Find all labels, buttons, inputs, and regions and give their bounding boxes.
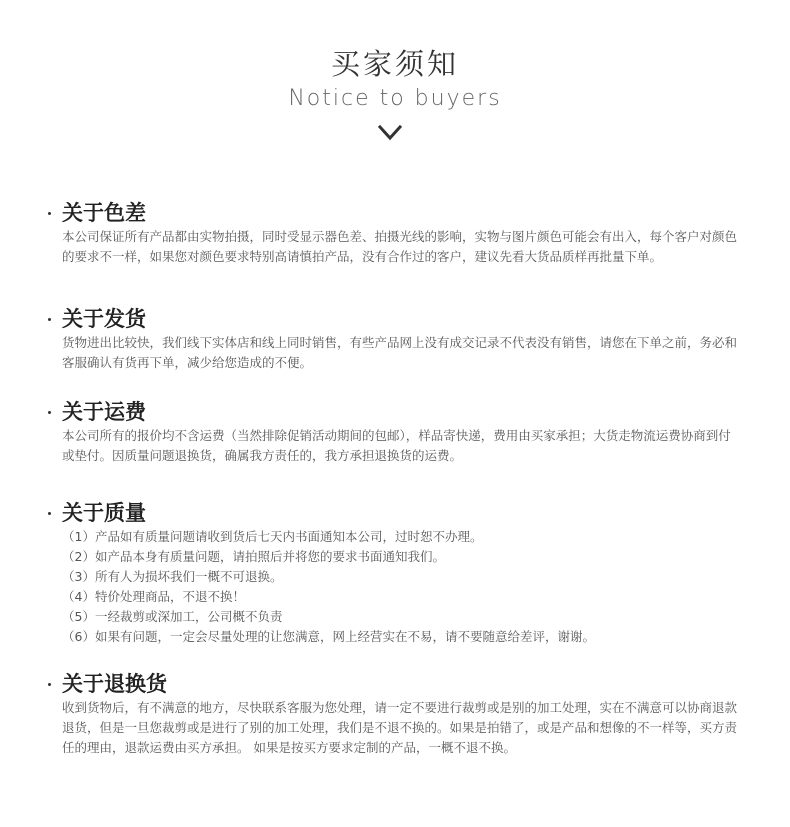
bullet-dot-icon (48, 212, 51, 215)
section-heading (48, 670, 748, 698)
section-text: 本公司所有的报价均不含运费（当然排除促销活动期间的包邮），样品寄快递，费用由买家承担；大货走物流运费协商到付或垫付。因质量问题退换货，确属我方责任的，我方承担退换货的运费。 (62, 428, 731, 463)
list-item: （1）产品如有质量问题请收到货后七天内书面通知本公司，过时恕不办理。 (62, 529, 483, 544)
section-heading (48, 398, 748, 426)
quality-list (62, 527, 748, 647)
section-shipping (48, 305, 748, 373)
section-title: 关于退换货 (62, 672, 167, 696)
bullet-dot-icon (48, 318, 51, 321)
page-title: 买家须知 (330, 47, 459, 81)
section-heading (48, 199, 748, 227)
list-item: （4）特价处理商品，不退不换！ (62, 589, 245, 604)
section-freight (48, 398, 748, 466)
section-quality (48, 499, 748, 647)
section-text: 本公司保证所有产品都由实物拍摄，同时受显示器色差、拍摄光线的影响，实物与图片颜色可能会有出入，每个客户对颜色的要求不一样，如果您对颜色要求特别高请慎拍产品，没有合作过的客户，建议先看大货品质样再批量下单。 (62, 229, 738, 264)
list-item: （3）所有人为损坏我们一概不可退换。 (62, 569, 283, 584)
section-text: 货物进出比较快，我们线下实体店和线上同时销售，有些产品网上没有成交记录不代表没有销售，请您在下单之前，务必和客服确认有货再下单，减少给您造成的不便。 (62, 335, 738, 370)
section-color-difference (48, 199, 748, 267)
list-item: （6）如果有问题，一定会尽量处理的让您满意，网上经营实在不易，请不要随意给差评，谢谢。 (62, 629, 595, 644)
bullet-dot-icon (48, 411, 51, 414)
list-item: （5）一经裁剪或深加工，公司概不负责 (62, 609, 283, 624)
page-header (0, 44, 790, 114)
section-returns (48, 670, 748, 758)
section-heading (48, 499, 748, 527)
bullet-dot-icon (48, 683, 51, 686)
section-title: 关于运费 (62, 400, 146, 424)
bullet-dot-icon (48, 512, 51, 515)
list-item: （2）如产品本身有质量问题，请拍照后并将您的要求书面通知我们。 (62, 549, 445, 564)
section-title: 关于发货 (62, 307, 146, 331)
chevron-down-icon (378, 124, 402, 142)
section-heading (48, 305, 748, 333)
section-title: 关于色差 (62, 201, 146, 225)
section-title: 关于质量 (62, 501, 146, 525)
section-text: 收到货物后，有不满意的地方，尽快联系客服为您处理，请一定不要进行裁剪或是别的加工处理，实在不满意可以协商退款退货，但是一旦您裁剪或是进行了别的加工处理，我们是不退不换的。如果是拍错了，或是产品和想像的不一样等，买方责任的理由，退款运费由买方承担。 如果是按买方要求定制的产品，一概不退不换。 (62, 700, 738, 755)
page-subtitle: Notice to buyers (288, 86, 502, 111)
